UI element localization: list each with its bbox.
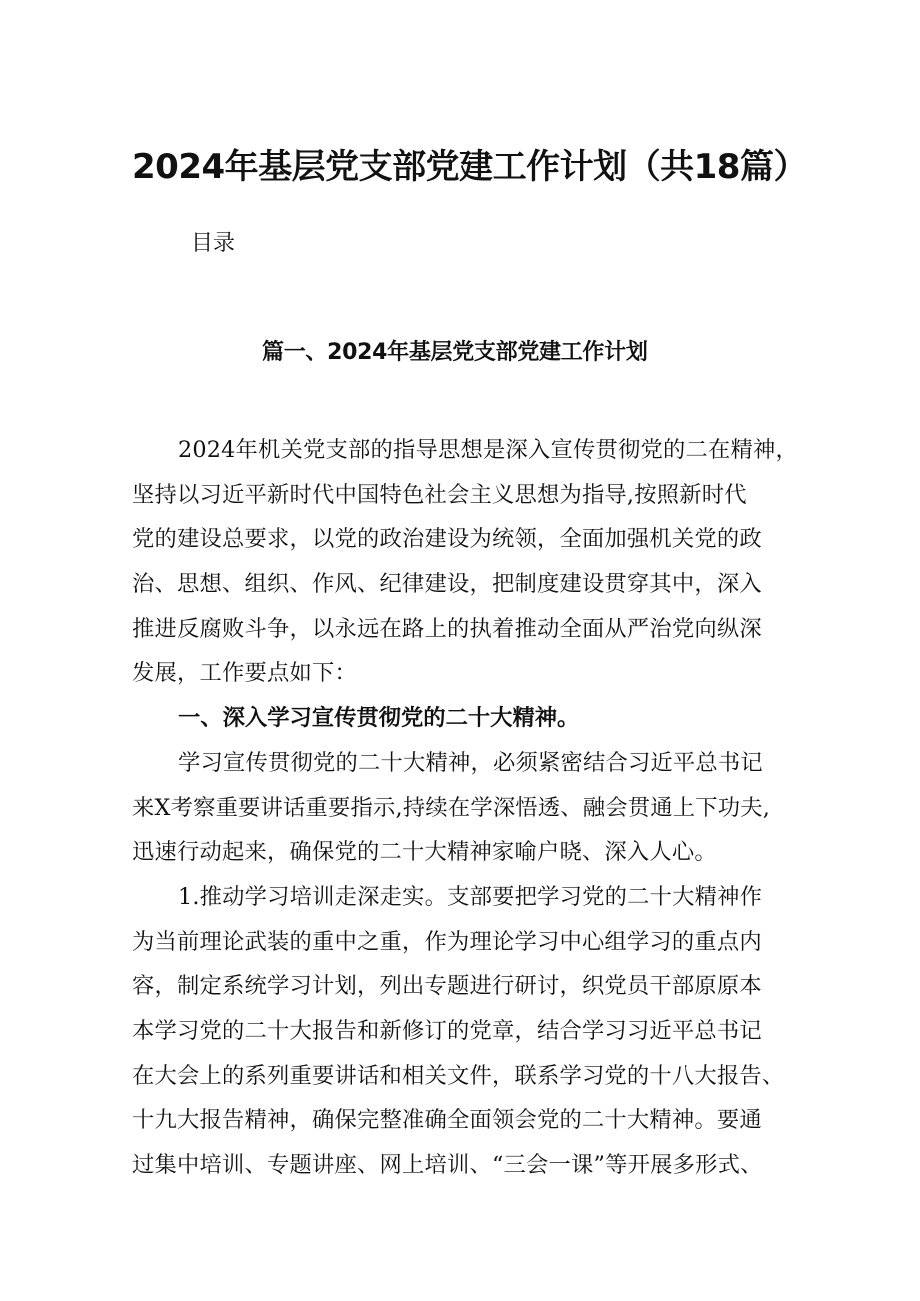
paragraph-line: 学习宣传贯彻党的二十大精神，必须紧密结合习近平总书记 xyxy=(178,749,763,776)
paragraph-line: 十九大报告精神，确保完整准确全面领会党的二十大精神。要通 xyxy=(132,1107,762,1134)
paragraph-line: 来X考察重要讲话重要指示,持续在学深悟透、融会贯通上下功夫, xyxy=(132,794,771,821)
paragraph-line: 迅速行动起来，确保党的二十大精神家喻户晓、深入人心。 xyxy=(132,839,717,866)
paragraph-line: 过集中培训、专题讲座、网上培训、“三会一课”等开展多形式、 xyxy=(132,1152,763,1178)
paragraph-line: 容，制定系统学习计划，列出专题进行研讨，织党员干部原原本 xyxy=(132,973,762,1000)
paragraph-line: 2024年机关党支部的指导思想是深入宣传贯彻党的二在精神， xyxy=(178,437,798,463)
paragraph-line: 发展，工作要点如下： xyxy=(132,660,357,687)
paragraph-guiding-thought xyxy=(132,428,798,696)
paragraph-study-spirit xyxy=(132,741,792,875)
subheading-study-spirit: 一、深入学习宣传贯彻党的二十大精神。 xyxy=(178,705,580,732)
toc-label: 目录 xyxy=(191,231,236,256)
paragraph-line: 坚持以习近平新时代中国特色社会主义思想为指导,按照新时代 xyxy=(132,481,747,508)
paragraph-line: 本学习党的二十大报告和新修订的党章，结合学习习近平总书记 xyxy=(132,1017,762,1044)
paragraph-line: 在大会上的系列重要讲话和相关文件，联系学习党的十八大报告、 xyxy=(132,1062,785,1089)
paragraph-line: 1.推动学习培训走深走实。支部要把学习党的二十大精神作 xyxy=(178,883,763,910)
body-text xyxy=(132,428,798,1188)
paragraph-line: 党的建设总要求，以党的政治建设为统领，全面加强机关党的政 xyxy=(132,526,762,553)
section-heading: 篇一、2024年基层党支部党建工作计划 xyxy=(262,340,648,365)
paragraph-line: 推进反腐败斗争，以永远在路上的执着推动全面从严治党向纵深 xyxy=(132,615,762,642)
document-title: 2024年基层党支部党建工作计划（共18篇） xyxy=(132,147,807,187)
paragraph-training xyxy=(132,875,792,1188)
paragraph-line: 治、思想、组织、作风、纪律建设，把制度建设贯穿其中，深入 xyxy=(132,571,762,598)
paragraph-line: 为当前理论武装的重中之重，作为理论学习中心组学习的重点内 xyxy=(132,928,762,955)
